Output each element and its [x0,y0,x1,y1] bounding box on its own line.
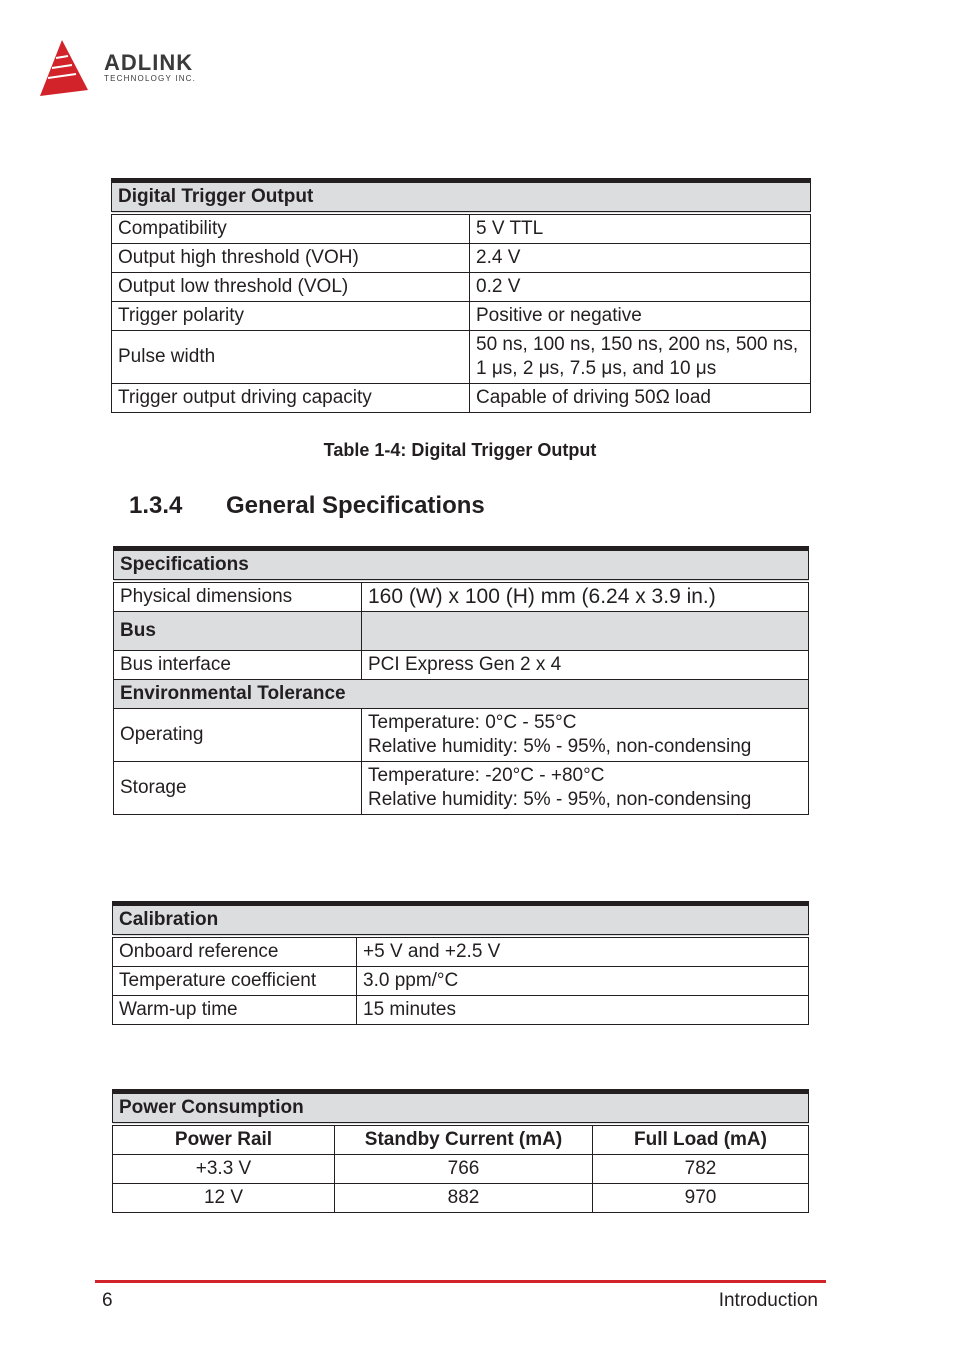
table-row [114,581,809,612]
row-value: Capable of driving 50Ω load [470,384,811,413]
value-line: Temperature: 0°C - 55°C [368,712,577,733]
table-row [113,936,809,967]
row-value: Positive or negative [470,302,811,331]
row-value: PCI Express Gen 2 x 4 [362,651,809,680]
table-row [112,384,811,413]
row-label: Onboard reference [113,936,357,967]
section-title: General Specifications [226,492,485,519]
row-label: Trigger output driving capacity [112,384,470,413]
row-value: 50 ns, 100 ns, 150 ns, 200 ns, 500 ns, 1 μs, 2 μs, 7.5 μs, and 10 μs [470,331,811,384]
value-line: Relative humidity: 5% - 95%, non-condensing [368,789,752,810]
specifications-table [113,546,809,815]
row-label: Storage [114,762,362,815]
table-title: Power Consumption [113,1092,809,1125]
subheader-environmental: Environmental Tolerance [114,680,809,709]
row-value: 5 V TTL [470,213,811,244]
column-header: Full Load (mA) [593,1124,809,1155]
power-consumption-table [112,1089,809,1213]
row-label: Operating [114,709,362,762]
digital-trigger-table [111,178,811,413]
column-header-row [113,1124,809,1155]
table-title: Digital Trigger Output [112,181,811,214]
subheader-row [114,612,809,651]
table-row [114,762,809,815]
table-row [112,302,811,331]
row-label: Output low threshold (VOL) [112,273,470,302]
row-label: Temperature coefficient [113,967,357,996]
table-row [113,1184,809,1213]
row-value [362,709,809,762]
table-row [112,273,811,302]
row-value [362,762,809,815]
table-cell: 782 [593,1155,809,1184]
row-label: Warm-up time [113,996,357,1025]
table-cell: +3.3 V [113,1155,335,1184]
subheader-empty [362,612,809,651]
subheader-row [114,680,809,709]
row-value: 160 (W) x 100 (H) mm (6.24 x 3.9 in.) [362,581,809,612]
page-number: 6 [102,1290,113,1311]
table-row [112,331,811,384]
row-label: Trigger polarity [112,302,470,331]
footer-rule [95,1280,826,1283]
section-number: 1.3.4 [129,492,183,519]
row-label: Output high threshold (VOH) [112,244,470,273]
logo-name: ADLINK [104,50,194,75]
section-heading [129,492,485,520]
footer-section-name: Introduction [718,1290,818,1311]
table-row [113,967,809,996]
logo-subtitle: TECHNOLOGY INC. [104,74,197,83]
column-header: Standby Current (mA) [335,1124,593,1155]
value-line: Temperature: -20°C - +80°C [368,765,605,786]
adlink-logo [38,38,238,98]
row-label: Physical dimensions [114,581,362,612]
table-cell: 970 [593,1184,809,1213]
table-cell: 12 V [113,1184,335,1213]
row-label: Pulse width [112,331,470,384]
row-value: 2.4 V [470,244,811,273]
table-cell: 882 [335,1184,593,1213]
table-row [112,244,811,273]
row-value: +5 V and +2.5 V [357,936,809,967]
column-header: Power Rail [113,1124,335,1155]
row-label: Bus interface [114,651,362,680]
table-caption: Table 1-4: Digital Trigger Output [323,440,597,460]
table-row [114,651,809,680]
table-row [114,709,809,762]
table-row [112,213,811,244]
table-title: Calibration [113,904,809,937]
calibration-table [112,901,809,1025]
subheader-bus: Bus [114,612,362,651]
table-title: Specifications [114,549,809,582]
row-value: 3.0 ppm/°C [357,967,809,996]
table-row [113,1155,809,1184]
value-line: Relative humidity: 5% - 95%, non-condensing [368,736,752,757]
row-value: 0.2 V [470,273,811,302]
adlink-triangle-icon [38,38,98,98]
table-row [113,996,809,1025]
row-value: 15 minutes [357,996,809,1025]
row-label: Compatibility [112,213,470,244]
table-cell: 766 [335,1155,593,1184]
